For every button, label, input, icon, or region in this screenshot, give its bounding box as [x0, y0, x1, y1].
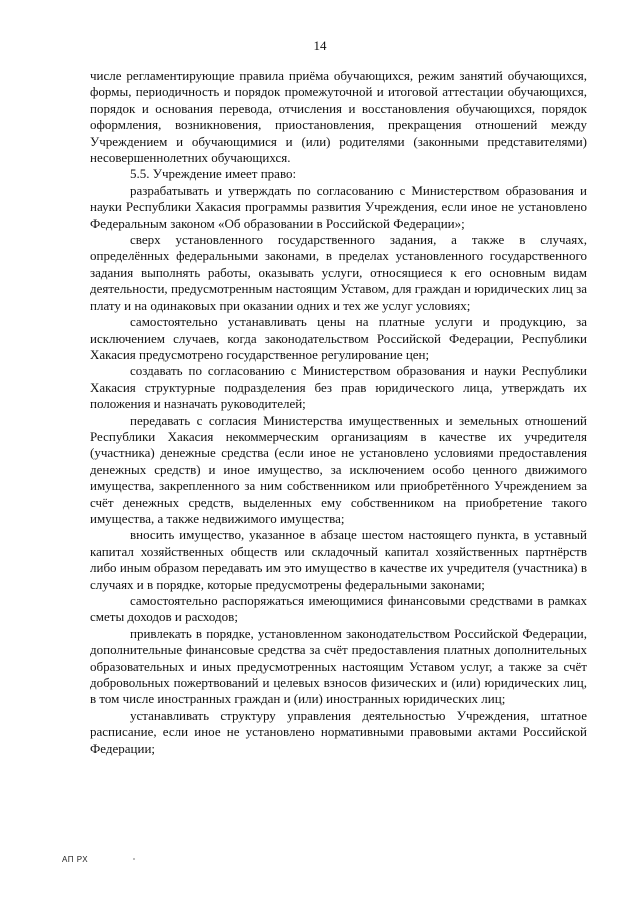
scan-speck: [133, 858, 135, 860]
paragraph-8: вносить имущество, указанное в абзаце шестом настоящего пункта, в уставный капитал хозяйственных обществ или складочный капитал хозяйственных партнёрств либо иным образом передавать им это имущество в качестве их учредителя (участника) в случаях и в порядке, которые предусмотрены федеральными законами;: [90, 527, 587, 592]
paragraph-11: устанавливать структуру управления деятельностью Учреждения, штатное расписание, если иное не установлено нормативными правовыми актами Российской Федерации;: [90, 707, 587, 756]
paragraph-3: разрабатывать и утверждать по согласованию с Министерством образования и науки Республики Хакасия программы развития Учреждения, если иное не установлено Федеральным законом «Об образовании в Российской Федерации»;: [90, 182, 587, 231]
paragraph-6: создавать по согласованию с Министерством образования и науки Республики Хакасия структурные подразделения без прав юридического лица, утверждать их положения и назначать руководителей;: [90, 363, 587, 412]
paragraph-5: самостоятельно устанавливать цены на платные услуги и продукцию, за исключением случаев, когда законодательством Российской Федерации, Республики Хакасия предусмотрено государственное регулирование цен;: [90, 314, 587, 362]
paragraph-9: самостоятельно распоряжаться имеющимися финансовыми средствами в рамках сметы доходов и расходов;: [90, 593, 587, 625]
paragraph-4: сверх установленного государственного задания, а также в случаях, определённых федеральными законами, в пределах установленного государственного задания выполнять работы, оказывать услуги, относящиеся к его основным видам деятельности, предусмотренным настоящим Уставом, для граждан и юридических лиц за плату и на одинаковых при оказании одних и тех же услуг условиях;: [90, 232, 587, 313]
page-number: 14: [313, 38, 327, 53]
footer-code: АП РХ: [62, 855, 89, 864]
paragraph-10: привлекать в порядке, установленном законодательством Российской Федерации, дополнительные финансовые средства за счёт предоставления платных дополнительных образовательных и иных предусмотренных настоящим Уставом услуг, а также за счёт добровольных пожертвований и целевых взносов физических и (или) юридических лиц, в том числе иностранных граждан и (или) иностранных юридических лиц;: [90, 625, 587, 707]
paragraph-1: числе регламентирующие правила приёма обучающихся, режим занятий обучающихся, формы, периодичность и порядок промежуточной и итоговой аттестации обучающихся, порядок и основания перевода, отчисления и восстановления обучающихся, порядок оформления, возникновения, приостановления, прекращения отношений между Учреждением и обучающимися и (или) родителями (законными представителями) несовершеннолетних обучающихся.: [90, 68, 587, 166]
document-body: [90, 68, 587, 757]
paragraph-2: 5.5. Учреждение имеет право:: [130, 166, 297, 182]
paragraph-7: передавать с согласия Министерства имущественных и земельных отношений Республики Хакасия некоммерческим организациям в качестве их учредителя (участника) денежные средства (если иное не установлено условиями предоставления денежных средств) и иное имущество, за исключением особо ценного движимого имущества, закрепленного за ним собственником или приобретённого Учреждением за счёт денежных средств, выделенных ему собственником на приобретение такого имущества, а также недвижимого имущества;: [90, 412, 587, 526]
